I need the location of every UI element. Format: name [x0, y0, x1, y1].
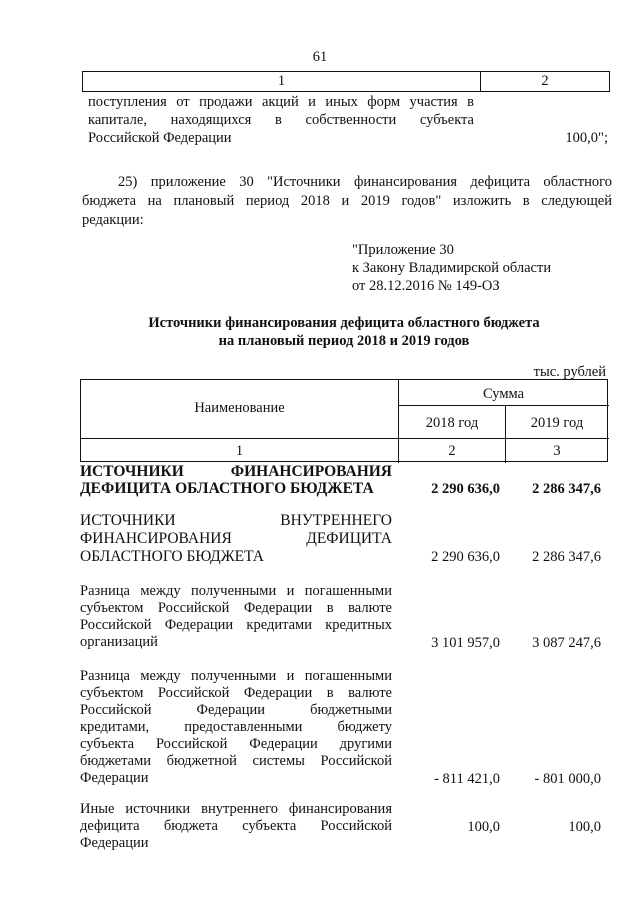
row-value-2018: 2 290 636,0	[431, 549, 500, 565]
continued-table-header	[82, 71, 610, 92]
document-title-line-1: Источники финансирования дефицита областного бюджета	[148, 315, 540, 331]
column-number-2: 2	[541, 73, 549, 89]
header-year-2018: 2018 год	[425, 415, 479, 431]
row-name-line: Разница между полученными и погашенными	[80, 668, 392, 684]
row-value-2019: 2 286 347,6	[532, 481, 601, 497]
prev-item-value: 100,0";	[565, 130, 608, 146]
appendix-line-1: "Приложение 30	[352, 242, 454, 258]
row-name-line: ДЕФИЦИТА ОБЛАСТНОГО БЮДЖЕТА	[80, 480, 374, 497]
paragraph-line-1: 25) приложение 30 "Источники финансирования дефицита областного	[118, 174, 612, 190]
row-name-line: Российской Федерации бюджетными	[80, 702, 392, 718]
header-num-3: 3	[553, 443, 561, 459]
units-label: тыс. рублей	[533, 364, 606, 380]
row-value-2019: 100,0	[568, 819, 601, 835]
row-name-line: ОБЛАСТНОГО БЮДЖЕТА	[80, 548, 264, 565]
row-name-line: бюджетами бюджетной системы Российской	[80, 753, 392, 769]
prev-item-line-1: поступления от продажи акций и иных форм участия в	[88, 94, 474, 110]
page-number: 61	[312, 49, 328, 65]
row-name-line: Федерации	[80, 770, 149, 786]
row-name-line: организаций	[80, 634, 158, 650]
paragraph-line-2: бюджета на плановый период 2018 и 2019 годов" изложить в следующей	[82, 193, 612, 209]
row-value-2018: - 811 421,0	[434, 771, 500, 787]
row-name-line: субъектом Российской Федерации в валюте	[80, 600, 392, 616]
appendix-line-3: от 28.12.2016 № 149-ОЗ	[352, 278, 500, 294]
document-title-line-2: на плановый период 2018 и 2019 годов	[218, 333, 470, 349]
row-value-2018: 2 290 636,0	[431, 481, 500, 497]
row-value-2018: 3 101 957,0	[431, 635, 500, 651]
header-year-2019: 2019 год	[530, 415, 584, 431]
row-value-2019: 3 087 247,6	[532, 635, 601, 651]
row-name-line: Иные источники внутреннего финансирования	[80, 801, 392, 817]
row-name-line: кредитами, предоставленными бюджету	[80, 719, 392, 735]
header-name: Наименование	[194, 400, 285, 416]
row-name-line: Федерации	[80, 835, 149, 851]
column-number-1: 1	[277, 73, 286, 89]
row-name-line: Российской Федерации кредитами кредитных	[80, 617, 392, 633]
row-name-line: ИСТОЧНИКИ ВНУТРЕННЕГО	[80, 512, 392, 529]
prev-item-line-3: Российской Федерации	[88, 130, 232, 146]
row-name-line: ИСТОЧНИКИ ФИНАНСИРОВАНИЯ	[80, 463, 392, 480]
row-value-2018: 100,0	[467, 819, 500, 835]
row-value-2019: - 801 000,0	[534, 771, 601, 787]
paragraph-line-3: редакции:	[82, 212, 144, 228]
row-name-line: ФИНАНСИРОВАНИЯ ДЕФИЦИТА	[80, 530, 392, 547]
header-num-2: 2	[448, 443, 456, 459]
row-name-line: дефицита бюджета субъекта Российской	[80, 818, 392, 834]
header-num-1: 1	[235, 443, 244, 459]
row-name-line: субъектом Российской Федерации в валюте	[80, 685, 392, 701]
row-name-line: субъекта Российской Федерации другими	[80, 736, 392, 752]
row-value-2019: 2 286 347,6	[532, 549, 601, 565]
table-header	[80, 379, 608, 462]
row-name-line: Разница между полученными и погашенными	[80, 583, 392, 599]
header-sum: Сумма	[482, 386, 525, 402]
appendix-line-2: к Закону Владимирской области	[352, 260, 552, 276]
prev-item-line-2: капитале, находящихся в собственности субъекта	[88, 112, 474, 128]
